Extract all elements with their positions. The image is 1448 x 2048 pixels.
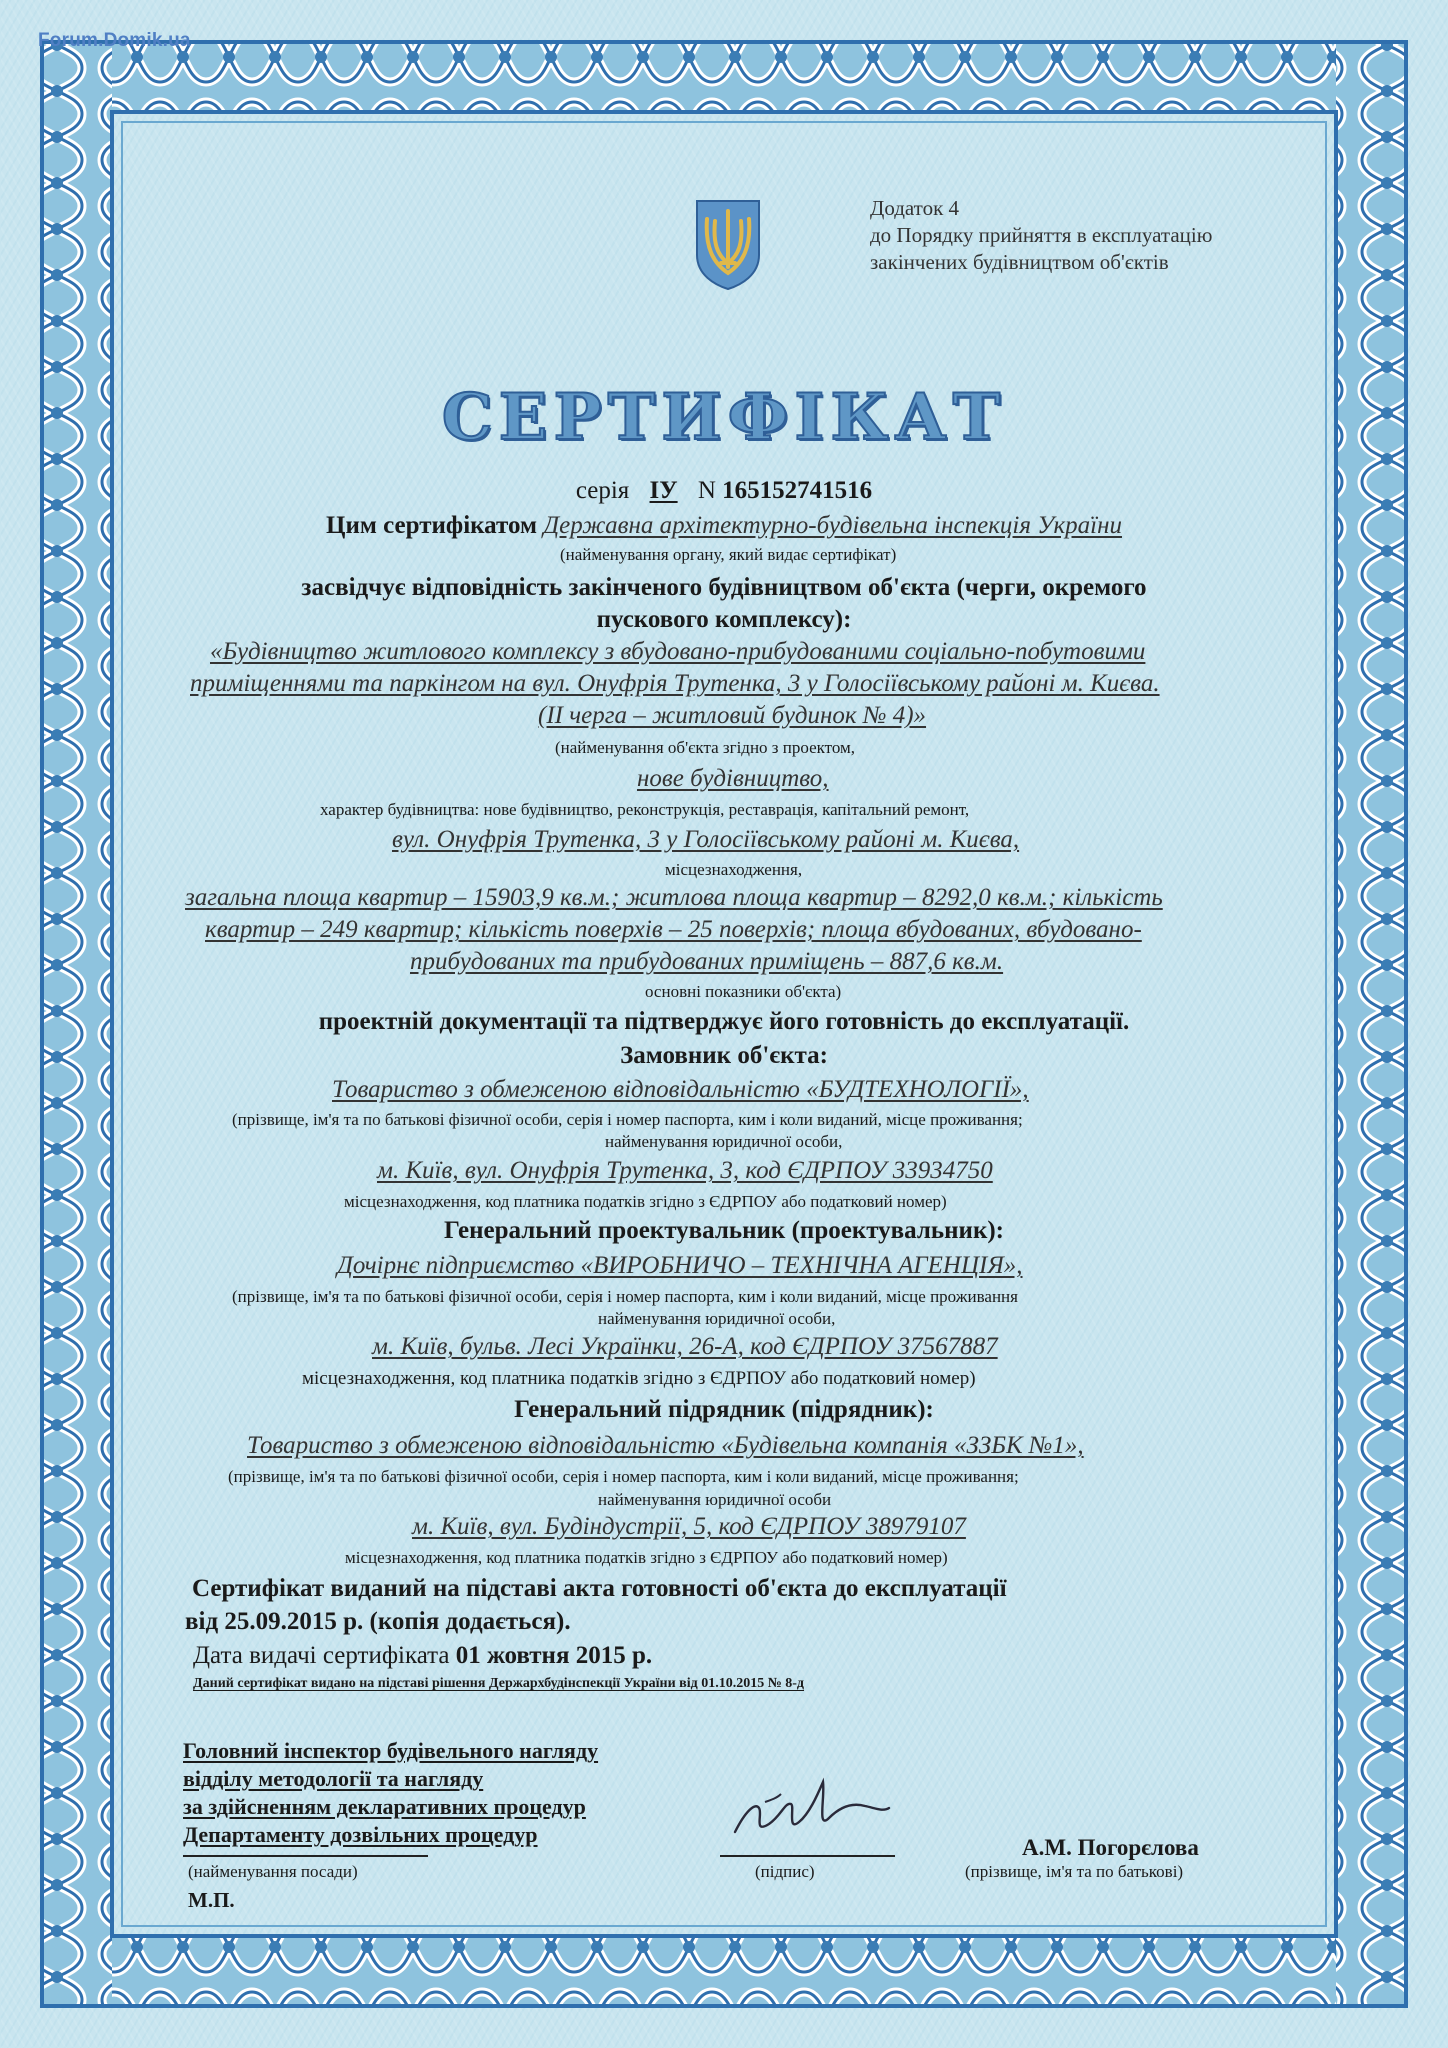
watermark: Forum.Domik.ua bbox=[38, 30, 191, 51]
customer-name: Товариство з обмеженою відповідальністю «БУДТЕХНОЛОГІЇ», bbox=[332, 1076, 1029, 1103]
contractor-caption-1: (прізвище, ім'я та по батькові фізичної особи, серія і номер паспорта, ким і коли виданий, місце проживання; bbox=[228, 1467, 1019, 1486]
issuer-label: Цим сертифікатом bbox=[326, 512, 538, 539]
indicators-line-2: квартир – 249 квартир; кількість поверхів – 25 поверхів; площа вбудованих, вбудовано- bbox=[205, 916, 1142, 943]
designer-caption-3: місцезнаходження, код платника податків згідно з ЄДРПОУ або податковий номер) bbox=[302, 1368, 976, 1389]
designer-caption-2: найменування юридичної особи, bbox=[598, 1309, 836, 1328]
designer-caption-1: (прізвище, ім'я та по батькові фізичної особи, серія і номер паспорта, ким і коли виданий, місце проживання bbox=[232, 1287, 1018, 1306]
basis-line-1: Сертифікат виданий на підставі акта готовності об'єкта до експлуатації bbox=[192, 1575, 1007, 1602]
issue-date-label: Дата видачі сертифіката bbox=[193, 1642, 450, 1669]
customer-address: м. Київ, вул. Онуфрія Трутенка, 3, код ЄДРПОУ 33934750 bbox=[377, 1157, 993, 1184]
designer-address: м. Київ, бульв. Лесі Українки, 26-А, код ЄДРПОУ 37567887 bbox=[372, 1333, 998, 1360]
designer-name: Дочірнє підприємство «ВИРОБНИЧО – ТЕХНІЧНА АГЕНЦІЯ», bbox=[337, 1252, 1023, 1279]
contractor-caption-2: найменування юридичної особи bbox=[598, 1490, 832, 1509]
customer-heading: Замовник об'єкта: bbox=[620, 1042, 828, 1069]
series-line bbox=[0, 477, 1448, 505]
signer-caption: (прізвище, ім'я та по батькові) bbox=[965, 1862, 1184, 1881]
object-line-3: (II черга – житловий будинок № 4)» bbox=[538, 702, 927, 729]
signature-caption: (підпис) bbox=[755, 1862, 815, 1881]
contractor-name: Товариство з обмеженою відповідальністю «Будівельна компанія «ЗЗБК №1», bbox=[247, 1432, 1084, 1459]
signature-line bbox=[720, 1855, 895, 1857]
appendix-line-2: до Порядку прийняття в експлуатацію bbox=[870, 223, 1213, 247]
object-caption: (найменування об'єкта згідно з проектом, bbox=[555, 738, 856, 757]
location-caption: місцезнаходження, bbox=[665, 860, 803, 879]
appendix-line-1: Додаток 4 bbox=[870, 196, 960, 220]
indicators-line-1: загальна площа квартир – 15903,9 кв.м.; житлова площа квартир – 8292,0 кв.м.; кількість bbox=[185, 884, 1163, 911]
handwritten-signature-icon bbox=[725, 1772, 895, 1854]
object-line-2: приміщеннями та паркінгом на вул. Онуфрія Трутенка, 3 у Голосіївському районі м. Києва. bbox=[190, 670, 1160, 697]
designer-heading: Генеральний проектувальник (проектувальник): bbox=[443, 1217, 1005, 1244]
issuer-line bbox=[0, 512, 1448, 540]
certificate-number: 165152741516 bbox=[722, 477, 873, 504]
series-value: IУ bbox=[649, 477, 678, 504]
contractor-address: м. Київ, вул. Будіндустрії, 5, код ЄДРПОУ 38979107 bbox=[412, 1513, 966, 1540]
signer-name: А.М. Погорєлова bbox=[1022, 1835, 1199, 1860]
position-line-3: за здійсненням декларативних процедур bbox=[183, 1794, 586, 1819]
contractor-heading: Генеральний підрядник (підрядник): bbox=[514, 1396, 934, 1423]
customer-caption-3: місцезнаходження, код платника податків згідно з ЄДРПОУ або податковий номер) bbox=[344, 1192, 947, 1211]
position-caption: (найменування посади) bbox=[188, 1862, 358, 1881]
object-line-1: «Будівництво житлового комплексу з вбудовано-прибудованими соціально-побутовими bbox=[210, 638, 1146, 665]
stamp-place: М.П. bbox=[188, 1888, 235, 1912]
readiness-statement: проектній документації та підтверджує його готовність до експлуатації. bbox=[318, 1008, 1130, 1035]
number-label: N bbox=[697, 477, 716, 504]
position-line bbox=[183, 1855, 428, 1857]
customer-caption-2: найменування юридичної особи, bbox=[605, 1132, 843, 1151]
issuer-value: Державна архітектурно-будівельна інспекція України bbox=[543, 512, 1122, 539]
location-value: вул. Онуфрія Трутенка, 3 у Голосіївському районі м. Києва, bbox=[392, 826, 1020, 853]
trident-coat-of-arms-icon bbox=[693, 197, 763, 292]
certificate-title: СЕРТИФІКАТ bbox=[441, 380, 1007, 455]
indicators-line-3: прибудованих та прибудованих приміщень – 887,6 кв.м. bbox=[410, 948, 1004, 975]
construction-value: нове будівництво, bbox=[637, 765, 829, 792]
series-label: серія bbox=[575, 477, 630, 504]
appendix-line-3: закінчених будівництвом об'єктів bbox=[870, 250, 1169, 274]
construction-caption: характер будівництва: нове будівництво, реконструкція, реставрація, капітальний ремонт, bbox=[320, 800, 970, 819]
position-line-4: Департаменту дозвільних процедур bbox=[183, 1822, 538, 1847]
issuer-caption: (найменування органу, який видає сертифікат) bbox=[560, 545, 897, 564]
certifies-line-1: засвідчує відповідність закінченого будівництвом об'єкта (черги, окремого bbox=[301, 574, 1147, 601]
contractor-caption-3: місцезнаходження, код платника податків згідно з ЄДРПОУ або податковий номер) bbox=[345, 1548, 948, 1567]
decision-note: Даний сертифікат видано на підставі рішення Держархбудінспекції України від 01.10.2015 № 8-д bbox=[193, 1676, 805, 1691]
indicators-caption: основні показники об'єкта) bbox=[645, 982, 842, 1001]
position-line-2: відділу методології та нагляду bbox=[183, 1766, 484, 1791]
customer-caption-1: (прізвище, ім'я та по батькові фізичної особи, серія і номер паспорта, ким і коли виданий, місце проживання; bbox=[232, 1110, 1023, 1129]
issue-date-value: 01 жовтня 2015 р. bbox=[455, 1642, 653, 1669]
position-line-1: Головний інспектор будівельного нагляду bbox=[183, 1738, 599, 1763]
certifies-line-2: пускового комплексу): bbox=[596, 606, 852, 633]
issue-date-line bbox=[193, 1642, 652, 1670]
basis-line-2: від 25.09.2015 р. (копія додається). bbox=[185, 1608, 571, 1635]
